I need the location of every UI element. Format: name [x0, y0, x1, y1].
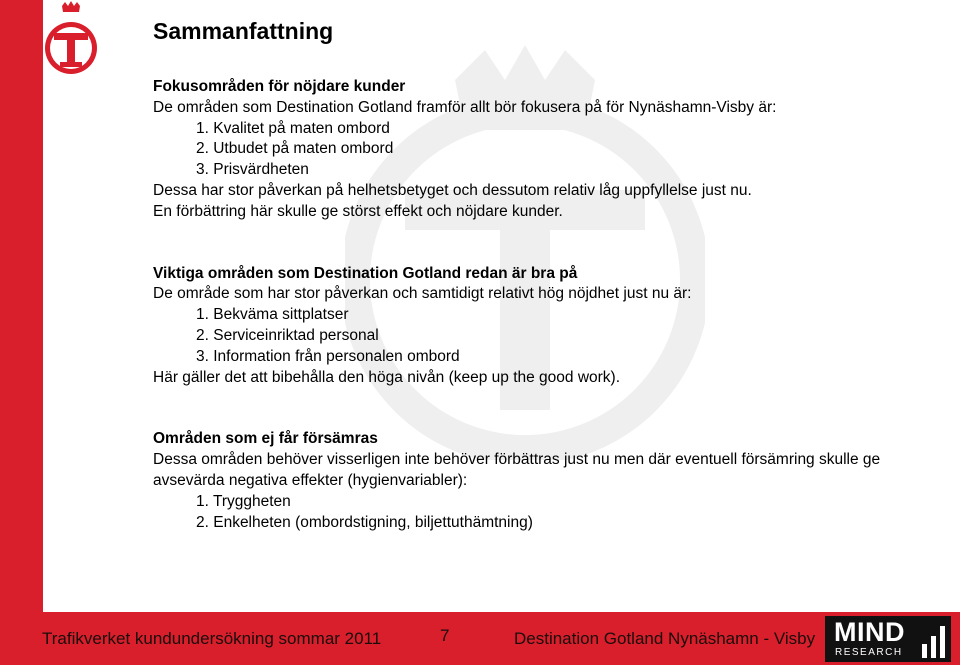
red-sidebar: [0, 0, 43, 612]
trafikverket-logo-icon: [42, 0, 100, 80]
list-item: 2. Enkelheten (ombordstigning, biljettuthämtning): [196, 513, 533, 531]
section-heading: Fokusområden för nöjdare kunder: [153, 78, 406, 95]
section-outro: Dessa har stor påverkan på helhetsbetyget och dessutom relativ låg uppfyllelse just nu.: [153, 181, 752, 199]
section-focus-areas: [153, 77, 913, 223]
section-intro: Dessa områden behöver visserligen inte behöver förbättras just nu men där eventuell försämring skulle ge avsevärda negativa effekter (hygienvariabler):: [153, 451, 881, 489]
brand-subtitle: RESEARCH: [835, 647, 903, 658]
footer-bar: [0, 612, 960, 665]
section-intro: De område som har stor påverkan och samtidigt relativt hög nöjdhet just nu är:: [153, 285, 692, 303]
list-item: 1. Tryggheten: [196, 492, 291, 510]
slide-title: Sammanfattning: [153, 18, 334, 44]
bar-chart-icon: [921, 624, 947, 658]
section-intro: De områden som Destination Gotland framför allt bör fokusera på för Nynäshamn-Visby är:: [153, 98, 777, 116]
footer-right-text: Destination Gotland Nynäshamn - Visby: [514, 629, 816, 648]
footer-left-text: Trafikverket kundundersökning sommar 2011: [42, 629, 382, 648]
section-heading: Områden som ej får försämras: [153, 430, 378, 448]
section-outro: En förbättring här skulle ge störst effekt och nöjdare kunder.: [153, 202, 563, 220]
list-item: 3. Prisvärdheten: [196, 161, 309, 179]
list-item: 2. Utbudet på maten ombord: [196, 140, 394, 158]
page-number: 7: [440, 626, 450, 645]
brand-name: MIND: [834, 617, 905, 647]
section-outro: Här gäller det att bibehålla den höga nivån (keep up the good work).: [153, 368, 621, 386]
section-strengths: [153, 264, 913, 389]
slide-content: [153, 77, 913, 533]
list-item: 2. Serviceinriktad personal: [196, 326, 379, 344]
mind-research-logo: [825, 616, 951, 662]
list-item: 3. Information från personalen ombord: [196, 347, 460, 365]
section-hygiene-factors: [153, 429, 913, 533]
list-item: 1. Bekväma sittplatser: [196, 306, 349, 324]
section-heading: Viktiga områden som Destination Gotland redan är bra på: [153, 264, 578, 282]
list-item: 1. Kvalitet på maten ombord: [196, 119, 390, 137]
